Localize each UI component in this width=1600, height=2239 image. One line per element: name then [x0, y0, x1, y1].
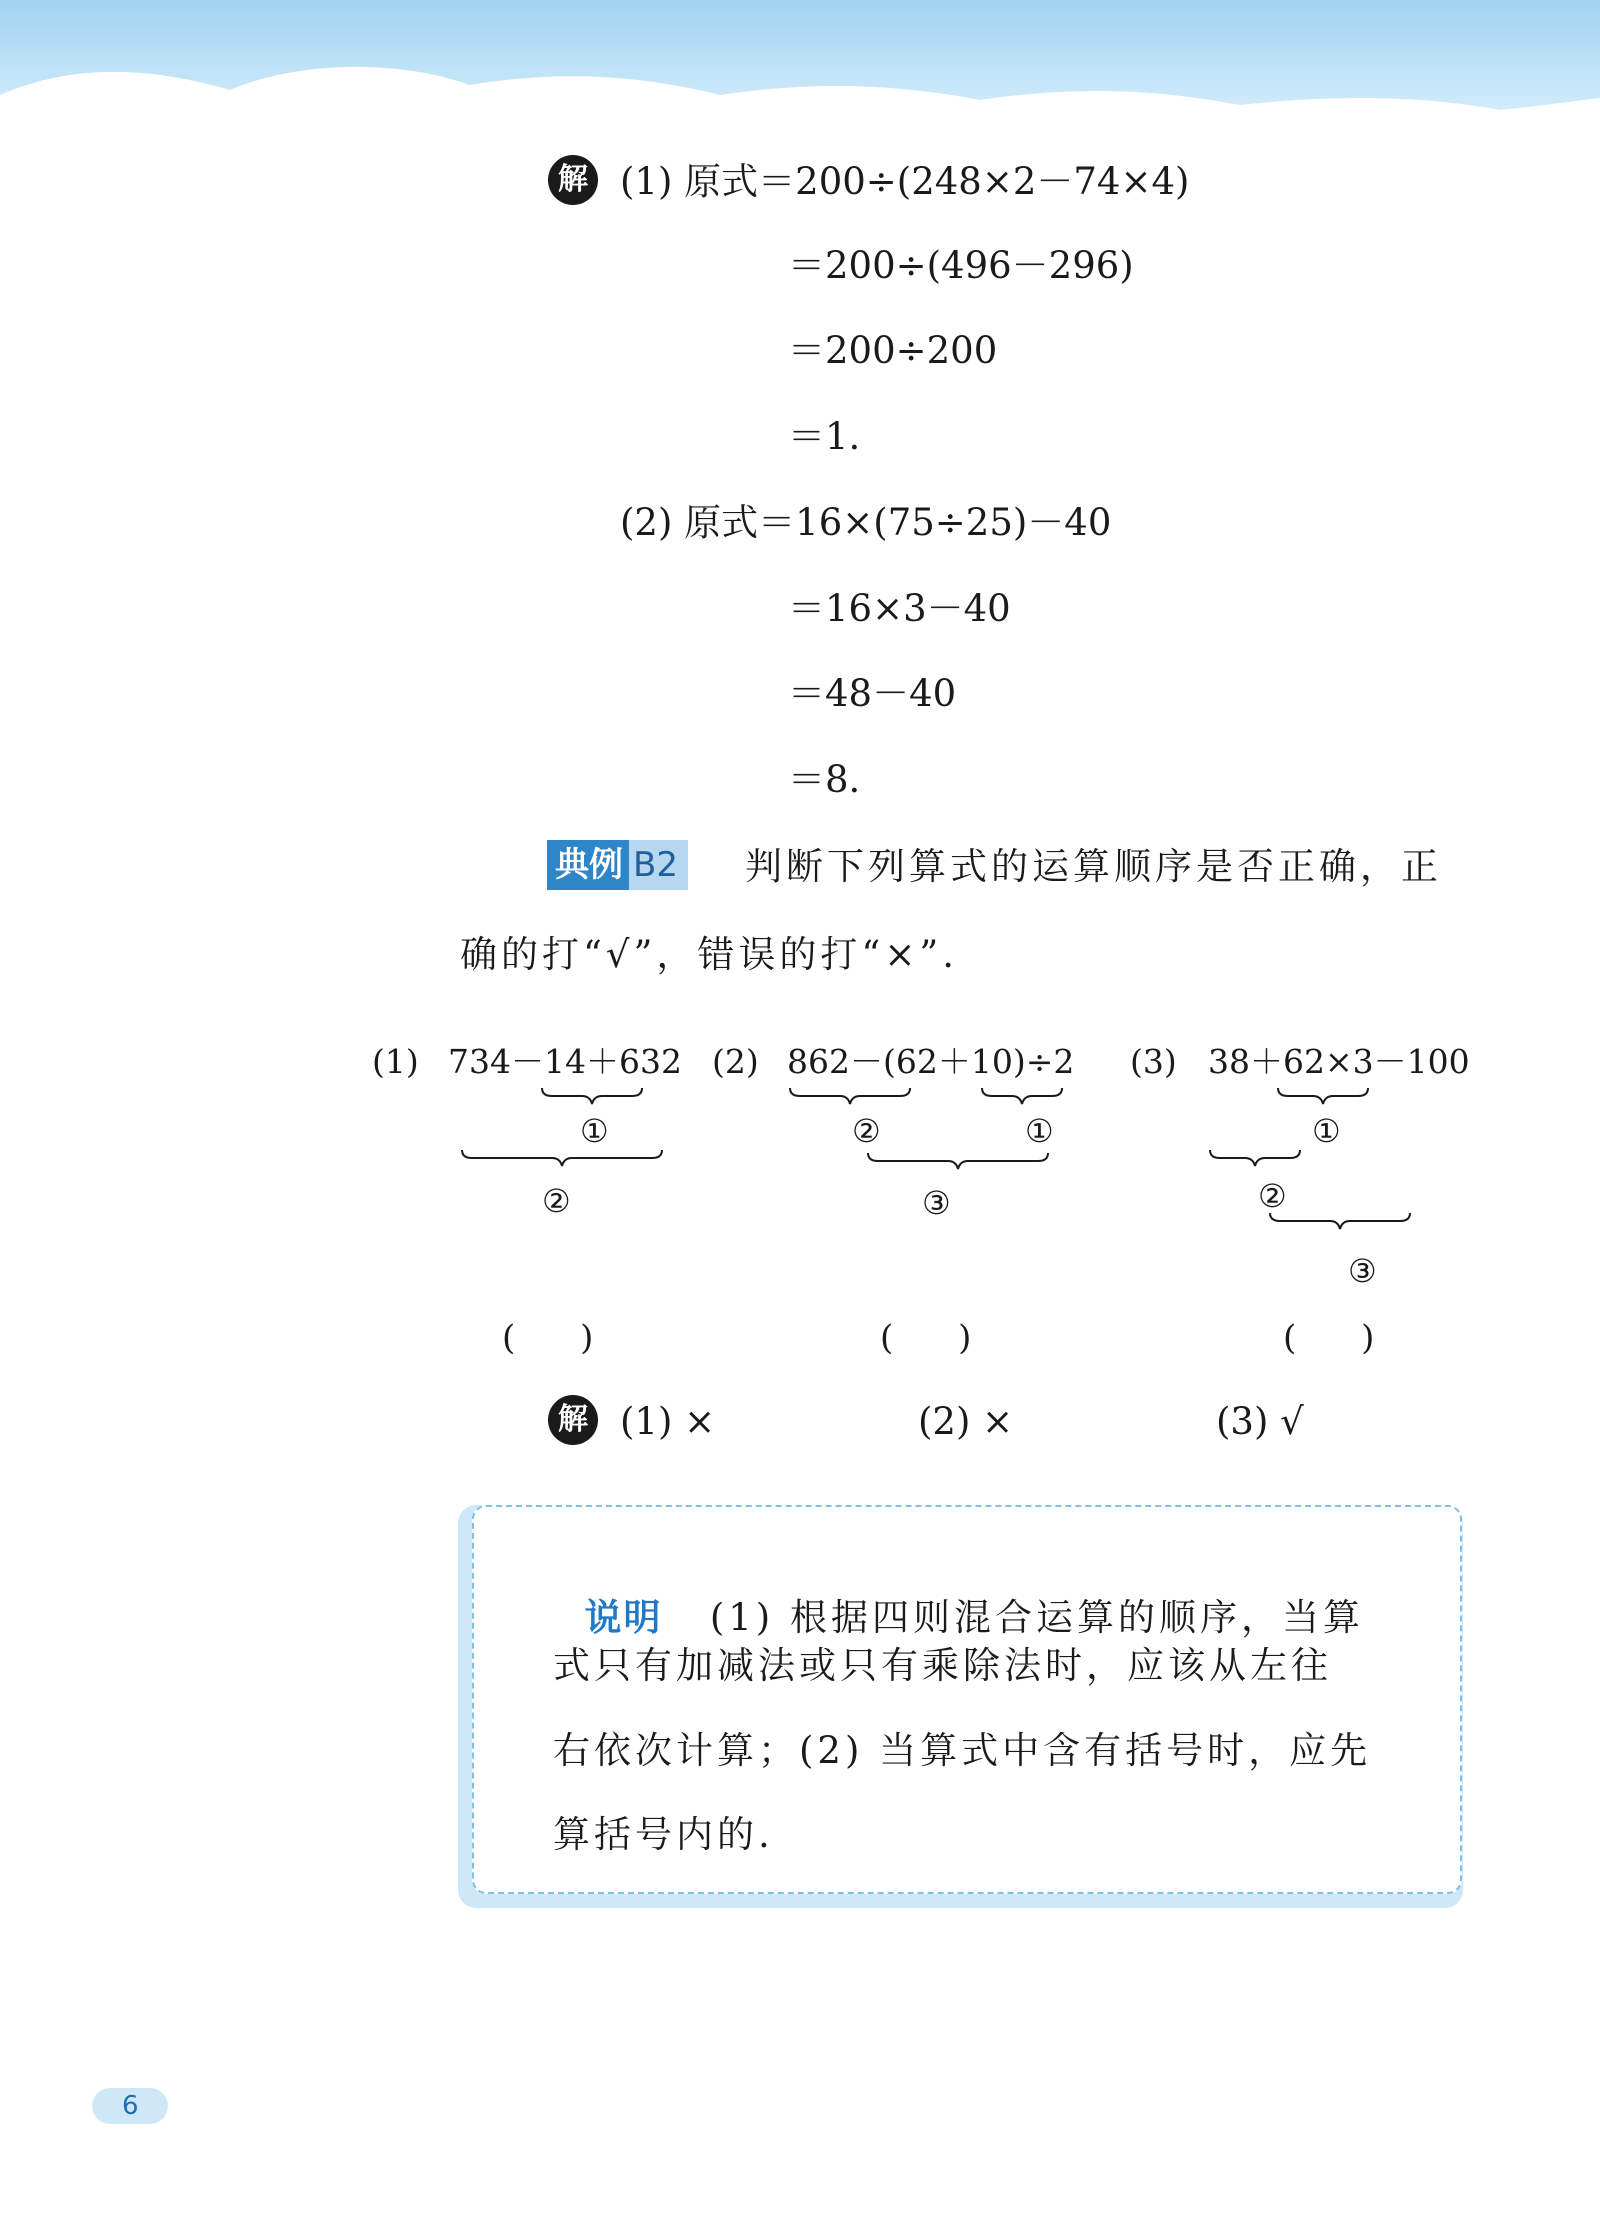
solution-line-1: (1) 原式＝200÷(248×2－74×4)	[620, 160, 1190, 203]
answer-2: (2) ×	[918, 1400, 1014, 1443]
solution-line-8: ＝8.	[788, 758, 861, 801]
p3-step2-marker: ②	[1258, 1177, 1287, 1215]
solution-line-6: ＝16×3－40	[788, 587, 1011, 630]
brace-p2-step1	[982, 1088, 1062, 1104]
p3-step3-marker: ③	[1348, 1252, 1377, 1290]
problem-3-label: (3)	[1130, 1042, 1177, 1081]
note-line-3: 右依次计算；(2) 当算式中含有括号时，应先	[553, 1729, 1372, 1772]
brace-p3-step3	[1270, 1213, 1410, 1229]
example-text-line-1: 判断下列算式的运算顺序是否正确，正	[745, 845, 1442, 888]
answer-1: (1) ×	[620, 1400, 716, 1443]
note-text-1: (1) 根据四则混合运算的顺序，当算	[709, 1596, 1364, 1639]
p1-step1-marker: ①	[580, 1112, 609, 1150]
example-text-line-2: 确的打“√”，错误的打“×”.	[460, 933, 959, 976]
page-number: 6	[92, 2088, 168, 2124]
p2-answer-blank[interactable]: ( )	[880, 1318, 972, 1358]
note-line-2: 式只有加减法或只有乘除法时，应该从左往	[553, 1644, 1332, 1687]
solution-line-7: ＝48－40	[788, 672, 957, 715]
brace-p1-step2	[462, 1150, 662, 1166]
problem-2-label: (2)	[712, 1042, 759, 1081]
problem-3-expr: 38＋62×3－100	[1208, 1042, 1470, 1081]
problem-1-label: (1)	[372, 1042, 419, 1081]
note-label: 说明	[584, 1596, 663, 1639]
brace-p3-step1	[1278, 1088, 1368, 1104]
brace-p2-step2	[790, 1088, 910, 1104]
note-line-4: 算括号内的.	[553, 1813, 774, 1856]
answer-3: (3) √	[1216, 1400, 1304, 1443]
p3-answer-blank[interactable]: ( )	[1283, 1318, 1375, 1358]
note-line-1	[553, 1562, 1364, 1639]
solution-line-3: ＝200÷200	[788, 329, 998, 372]
problem-1-expr: 734－14＋632	[448, 1042, 682, 1081]
brace-p3-step2	[1210, 1150, 1300, 1166]
p2-step1-marker: ①	[1025, 1112, 1054, 1150]
p1-answer-blank[interactable]: ( )	[502, 1318, 594, 1358]
problem-2-expr: 862－(62＋10)÷2	[787, 1042, 1075, 1081]
p1-step2-marker: ②	[542, 1182, 571, 1220]
p2-step2-marker: ②	[852, 1112, 881, 1150]
example-tag-code: B2	[629, 840, 688, 890]
example-tag-main: 典例	[547, 840, 629, 890]
solution-badge: 解	[548, 155, 598, 205]
brace-p2-step3	[868, 1153, 1048, 1169]
brace-p1-step1	[542, 1088, 642, 1104]
solution-b-badge: 解	[548, 1395, 598, 1445]
p3-step1-marker: ①	[1312, 1112, 1341, 1150]
solution-line-5: (2) 原式＝16×(75÷25)－40	[620, 501, 1112, 544]
solution-line-4: ＝1.	[788, 415, 861, 458]
p2-step3-marker: ③	[922, 1184, 951, 1222]
solution-line-2: ＝200÷(496－296)	[788, 244, 1134, 287]
